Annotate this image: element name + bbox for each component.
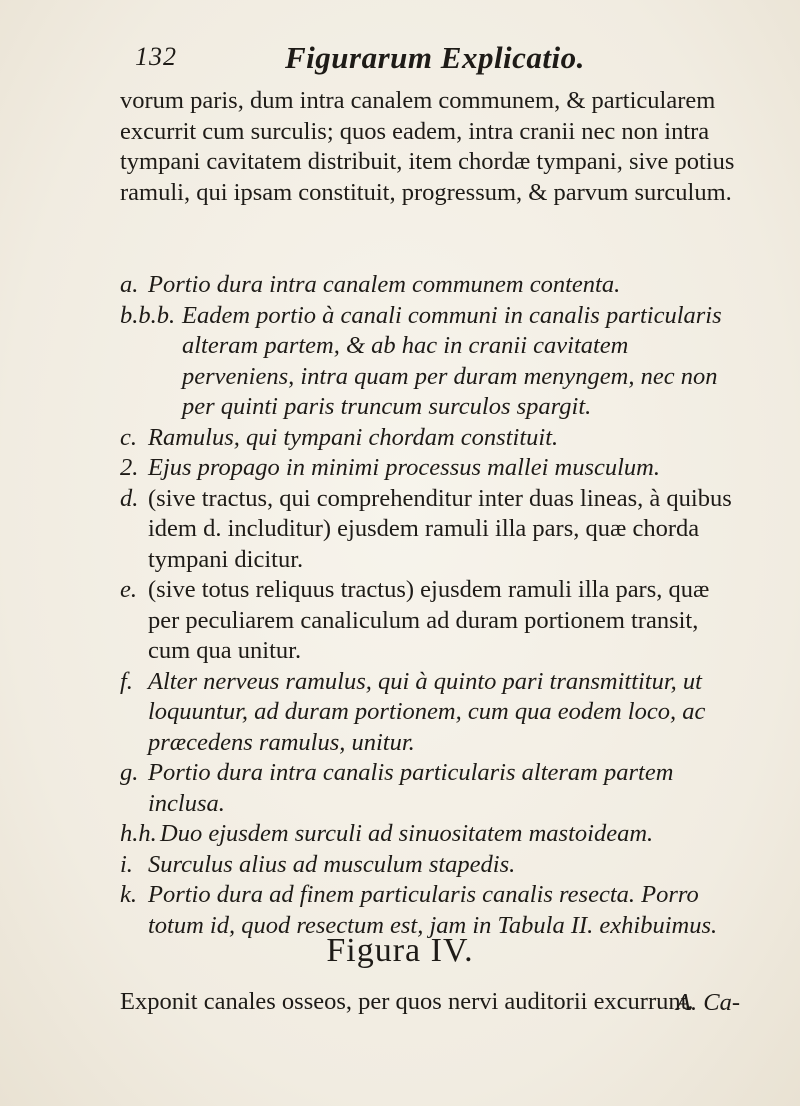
legend-text: Ramulus, qui tympani chordam constituit.: [148, 423, 559, 451]
legend-entry-g: [120, 758, 740, 819]
legend-label: d.: [120, 484, 139, 512]
figure-description: [120, 987, 740, 1018]
legend-label: a.: [120, 271, 139, 298]
page-number: 132: [135, 42, 177, 71]
legend-entry-e: [120, 575, 740, 667]
legend-entry-d: [120, 484, 740, 576]
legend-label: c.: [120, 423, 137, 451]
legend-label: k.: [120, 881, 137, 908]
figure-title: Figura IV.: [326, 932, 474, 969]
legend-text: Ejus propago in minimi processus mallei musculum.: [148, 454, 660, 481]
legend-label: f.: [120, 667, 133, 695]
legend-entry-b: [120, 301, 740, 423]
legend-entry-2: [120, 453, 740, 484]
legend-text: Portio dura intra canalem communem contenta.: [148, 271, 621, 298]
intro-paragraph: [120, 86, 740, 208]
legend-label: e.: [120, 576, 137, 603]
catchword: A. Ca-: [676, 988, 740, 1016]
intro-text: vorum paris, dum intra canalem communem, & particularem excurrit cum surculis; quos eadem, intra cranii nec non intra tympani cavitatem distribuit, item chordæ tympani, sive potius ramuli, qui ipsam constituit, progressum, & parvum surculum.: [120, 87, 735, 206]
legend-entry-c: [120, 423, 740, 454]
running-head: Figurarum Explicatio.: [285, 40, 585, 75]
legend-label: h.h.: [120, 820, 157, 847]
legend-text: Alter nerveus ramulus, qui à quinto pari transmittitur, ut loquuntur, ad duram portionem, cum qua eodem loco, ac præcedens ramulus, unitur.: [148, 667, 706, 756]
legend-text: Duo ejusdem surculi ad sinuositatem mastoideam.: [160, 820, 654, 847]
legend-text: Surculus alius ad musculum stapedis.: [148, 850, 516, 878]
legend-label: g.: [120, 759, 139, 786]
outro-text: Exponit canales osseos, per quos nervi auditorii excurrunt.: [120, 988, 694, 1015]
legend-text: Portio dura ad finem particularis canalis resecta. Porro totum id, quod resectum est, jam in Tabula II. exhibuimus.: [148, 881, 718, 939]
legend-text: Eadem portio à canali communi in canalis particularis alteram partem, & ab hac in cranii cavitatem perveniens, intra quam per duram menyngem, nec non per quinti paris truncum surculos spargit.: [182, 301, 722, 420]
legend-label: i.: [120, 850, 133, 878]
legend-entry-f: [120, 667, 740, 759]
legend-text: (sive tractus, qui comprehenditur inter duas lineas, à quibus idem d. includitur) ejusdem ramuli illa pars, quæ chorda tympani dicitur.: [148, 484, 732, 573]
page-header: [135, 40, 740, 80]
figure-legend: [120, 270, 740, 941]
legend-text: (sive totus reliquus tractus) ejusdem ramuli illa pars, quæ per peculiarem canaliculum ad duram portionem transit, cum qua unitur.: [148, 576, 710, 664]
legend-entry-i: [120, 850, 740, 881]
legend-label: b.b.b.: [120, 301, 176, 329]
legend-label: 2.: [120, 454, 139, 481]
legend-entry-a: [120, 270, 740, 301]
legend-text: Portio dura intra canalis particularis alteram partem inclusa.: [148, 759, 674, 817]
legend-entry-h: [120, 819, 740, 850]
